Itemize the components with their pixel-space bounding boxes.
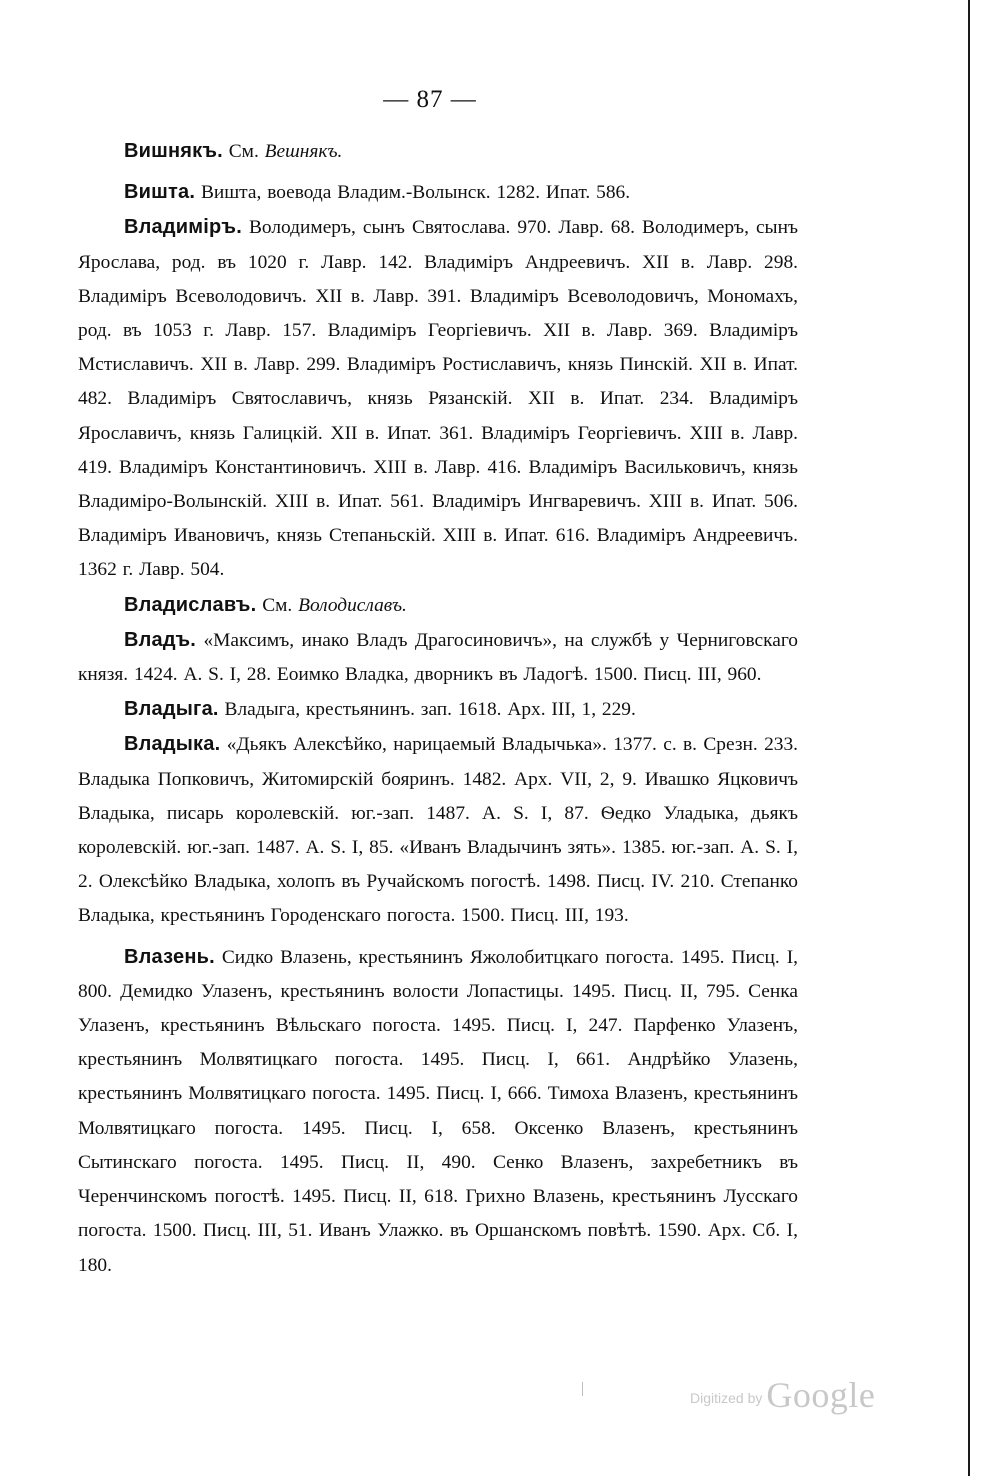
- entry-text: «Максимъ, инако Владъ Драгосиновичъ», на службѣ у Черниговскаго князя. 1424. A. S. I, 28. Еоимко Владка, дворникъ въ Ладогѣ. 1500. Писц. III, 960.: [78, 629, 798, 686]
- entry: [78, 588, 798, 623]
- entry: [78, 692, 798, 727]
- page-number: — 87 —: [383, 86, 477, 113]
- headword: Владиславъ.: [124, 593, 257, 616]
- headword: Влазень.: [124, 945, 215, 968]
- entry: [78, 175, 798, 210]
- headword: Вишнякъ.: [124, 140, 223, 162]
- headword: Владиміръ.: [124, 216, 242, 239]
- entry: [78, 134, 798, 169]
- digitization-watermark: [690, 1374, 875, 1416]
- entry-text: «Дьякъ Алексѣйко, нарицаемый Владычька». 1377. с. в. Срезн. 233. Владыка Попковичъ, Житомирскій бояринъ. 1482. Арх. VII, 2, 9. Ивашко Яцковичъ Владыка, писарь королевскій. юг.-зап. 1487. A. S. I, 87. Ѳедко Уладыка, дьякъ королевскій. юг.-зап. 1487. A. S. I, 85. «Иванъ Владычинъ зять». 1385. юг.-зап. A. S. I, 2. Олексѣйко Владыка, холопъ въ Ручайскомъ погостѣ. 1498. Писц. IV. 210. Степанко Владыка, крестьянинъ Городенскаго погоста. 1500. Писц. III, 193.: [78, 734, 798, 927]
- headword: Владыга.: [124, 698, 219, 721]
- headword: Вишта.: [124, 181, 196, 204]
- entry: [78, 727, 798, 933]
- google-logo: Google: [766, 1375, 876, 1415]
- watermark-prefix: Digitized by: [690, 1390, 763, 1406]
- headword: Владъ.: [124, 628, 197, 651]
- cross-reference: Володиславъ.: [298, 594, 407, 616]
- dictionary-text: [78, 134, 798, 1283]
- entry: [78, 940, 798, 1283]
- cross-reference: Вешнякъ.: [264, 141, 343, 162]
- page-edge-rule: [968, 0, 970, 1476]
- headword: Владыка.: [124, 733, 221, 756]
- entry-text: Вишта, воевода Владим.-Волынск. 1282. Ипат. 586.: [195, 182, 631, 204]
- entry-text: См.: [256, 594, 299, 616]
- scan-mark: [582, 1382, 583, 1396]
- entry-text: См.: [222, 141, 265, 162]
- entry-text: Владыга, крестьянинъ. зап. 1618. Арх. III, 1, 229.: [218, 699, 636, 721]
- entry: [78, 210, 798, 587]
- entry-text: Сидко Влазень, крестьянинъ Яжолобитцкаго погоста. 1495. Писц. I, 800. Демидко Улазенъ, крестьянинъ волости Лопастицы. 1495. Писц. II, 795. Сенка Улазенъ, крестьянинъ Вѣльскаго погоста. 1495. Писц. I, 247. Парфенко Улазенъ, крестьянинъ Молвятицкаго погоста. 1495. Писц. I, 661. Андрѣйко Улазень, крестьянинъ Молвятицкаго погоста. 1495. Писц. I, 666. Тимоха Влазенъ, крестьянинъ Молвятицкаго погоста. 1495. Писц. I, 658. Оксенко Влазенъ, крестьянинъ Сытинскаго погоста. 1495. Писц. II, 490. Сенко Влазенъ, захребетникъ въ Черенчинскомъ погостѣ. 1495. Писц. II, 618. Грихно Влазень, крестьянинъ Лусскаго погоста. 1500. Писц. III, 51. Иванъ Улажко. въ Оршанскомъ повѣтѣ. 1590. Арх. Сб. I, 180.: [78, 946, 798, 1276]
- entry: [78, 623, 798, 692]
- entry-text: Володимеръ, сынъ Святослава. 970. Лавр. 68. Володимеръ, сынъ Ярослава, род. въ 1020 г. Лавр. 142. Владиміръ Андреевичъ. XII в. Лавр. 298. Владиміръ Всеволодовичъ. XII в. Лавр. 391. Владиміръ Всеволодовичъ, Мономахъ, род. въ 1053 г. Лавр. 157. Владиміръ Георгіевичъ. XII в. Лавр. 369. Владиміръ Мстиславичъ. XII в. Лавр. 299. Владиміръ Ростиславичъ, князь Пинскій. XII в. Ипат. 482. Владиміръ Святославичъ, князь Рязанскій. XII в. Ипат. 234. Владиміръ Ярославичъ, князь Галицкій. XII в. Ипат. 361. Владиміръ Георгіевичъ. XIII в. Лавр. 419. Владиміръ Константиновичъ. XIII в. Лавр. 416. Владиміръ Васильковичъ, князь Владиміро-Волынскій. XIII в. Ипат. 561. Владиміръ Ингваревичъ. XIII в. Ипат. 506. Владиміръ Ивановичъ, князь Степаньскій. XIII в. Ипат. 616. Владиміръ Андреевичъ. 1362 г. Лавр. 504.: [78, 217, 798, 581]
